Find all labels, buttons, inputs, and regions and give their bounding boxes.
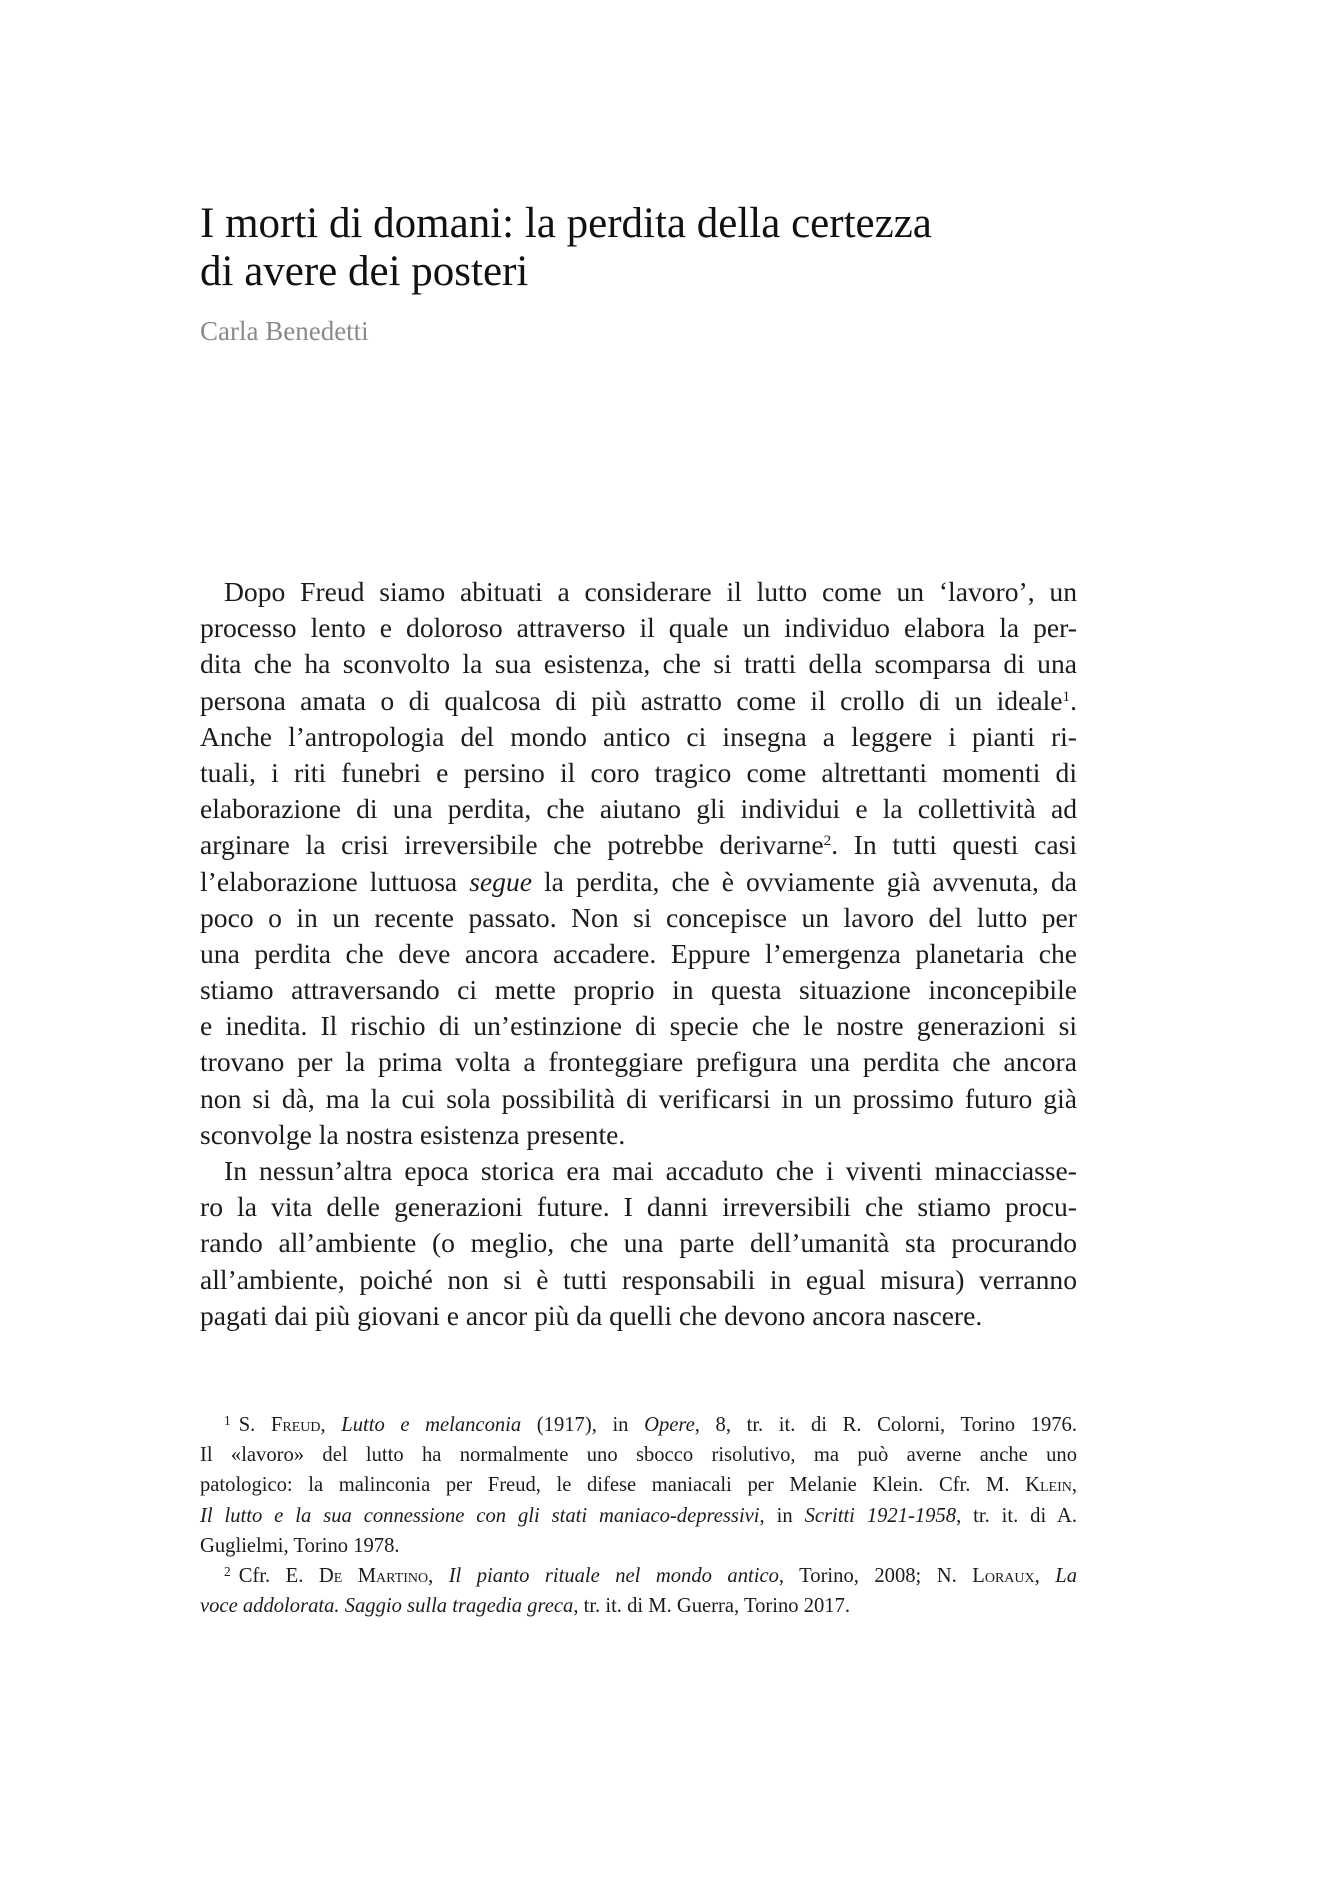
body-line: e inedita. Il rischio di un’estinzione di specie che le nostre generazioni si [200, 1010, 1077, 1042]
body-line: poco o in un recente passato. Non si concepisce un lavoro del lutto per [200, 901, 1077, 933]
footnote-1 [200, 1410, 1077, 1561]
footnote-line: patologico: la malinconia per Freud, le difese maniacali per Melanie Klein. Cfr. M. Klein, [200, 1474, 1077, 1497]
body-line: processo lento e doloroso attraverso il quale un individuo elabora la per- [200, 612, 1077, 644]
body-line: Anche l’antropologia del mondo antico ci insegna a leggere i pianti ri- [200, 720, 1077, 752]
article-body [200, 574, 1077, 1334]
footnote-number: 2 [224, 1563, 231, 1579]
body-line: tuali, i riti funebri e persino il coro tragico come altrettanti momenti di [200, 756, 1077, 788]
body-line: dita che ha sconvolto la sua esistenza, che si tratti della scomparsa di una [200, 648, 1077, 680]
paragraph-2 [200, 1153, 1077, 1334]
body-line: all’ambiente, poiché non si è tutti responsabili in egual misura) verranno [200, 1263, 1077, 1295]
body-line: pagati dai più giovani e ancor più da quelli che devono ancora nascere. [200, 1299, 983, 1331]
paragraph-1 [200, 574, 1077, 1153]
footnote-line: Il «lavoro» del lutto ha normalmente uno sbocco risolutivo, ma può averne anche uno [200, 1444, 1077, 1467]
body-line: rando all’ambiente (o meglio, che una parte dell’umanità sta procurando [200, 1227, 1077, 1259]
article-title [200, 200, 1140, 296]
body-line: persona amata o di qualcosa di più astratto come il crollo di un ideale$^1$. [200, 684, 1077, 716]
body-line: sconvolge la nostra esistenza presente. [200, 1118, 626, 1150]
body-line: trovano per la prima volta a fronteggiare prefigura una perdita che ancora [200, 1046, 1077, 1078]
body-line: l’elaborazione luttuosa segue la perdita, che è ovviamente già avvenuta, da [200, 865, 1077, 897]
emphasis-segue: segue [469, 865, 533, 897]
footnote-line: voce addolorata. Saggio sulla tragedia greca, tr. it. di M. Guerra, Torino 2017. [200, 1595, 851, 1618]
footnote-2 [200, 1561, 1077, 1621]
title-line-1: I morti di domani: la perdita della certezza [200, 200, 932, 247]
body-line: arginare la crisi irreversibile che potrebbe derivarne$^2$. In tutti questi casi [200, 829, 1077, 861]
footnote-ref-2[interactable]: 2 [823, 832, 832, 850]
body-line: non si dà, ma la cui sola possibilità di verificarsi in un prossimo futuro già [200, 1082, 1077, 1114]
footnote-number: 1 [224, 1412, 231, 1428]
body-line: elaborazione di una perdita, che aiutano gli individui e la collettività ad [200, 793, 1077, 825]
body-line: In nessun’altra epoca storica era mai accaduto che i viventi minacciasse- [224, 1155, 1077, 1186]
footnote-line: $^2$ Cfr. E. De Martino, Il pianto rituale nel mondo antico, Torino, 2008; N. Loraux, La [224, 1563, 1077, 1587]
footnote-ref-1[interactable]: 1 [1062, 687, 1071, 705]
body-line: ro la vita delle generazioni future. I danni irreversibili che stiamo procu- [200, 1191, 1077, 1223]
footnotes [200, 1410, 1077, 1621]
title-line-2: di avere dei posteri [200, 248, 529, 295]
body-line: Dopo Freud siamo abituati a considerare il lutto come un ‘lavoro’, un [224, 576, 1077, 607]
footnote-line: Il lutto e la sua connessione con gli stati maniaco-depressivi, in Scritti 1921-1958, tr. it. di A. [200, 1504, 1077, 1527]
footnote-line: Guglielmi, Torino 1978. [200, 1534, 400, 1557]
body-line: stiamo attraversando ci mette proprio in questa situazione inconcepibile [200, 974, 1077, 1006]
author-name: Carla Benedetti [200, 316, 369, 346]
body-line: una perdita che deve ancora accadere. Eppure l’emergenza planetaria che [200, 937, 1077, 969]
footnote-line: $^1$ S. Freud, Lutto e melanconia (1917), in Opere, 8, tr. it. di R. Colorni, Torino 1976. [224, 1412, 1077, 1436]
